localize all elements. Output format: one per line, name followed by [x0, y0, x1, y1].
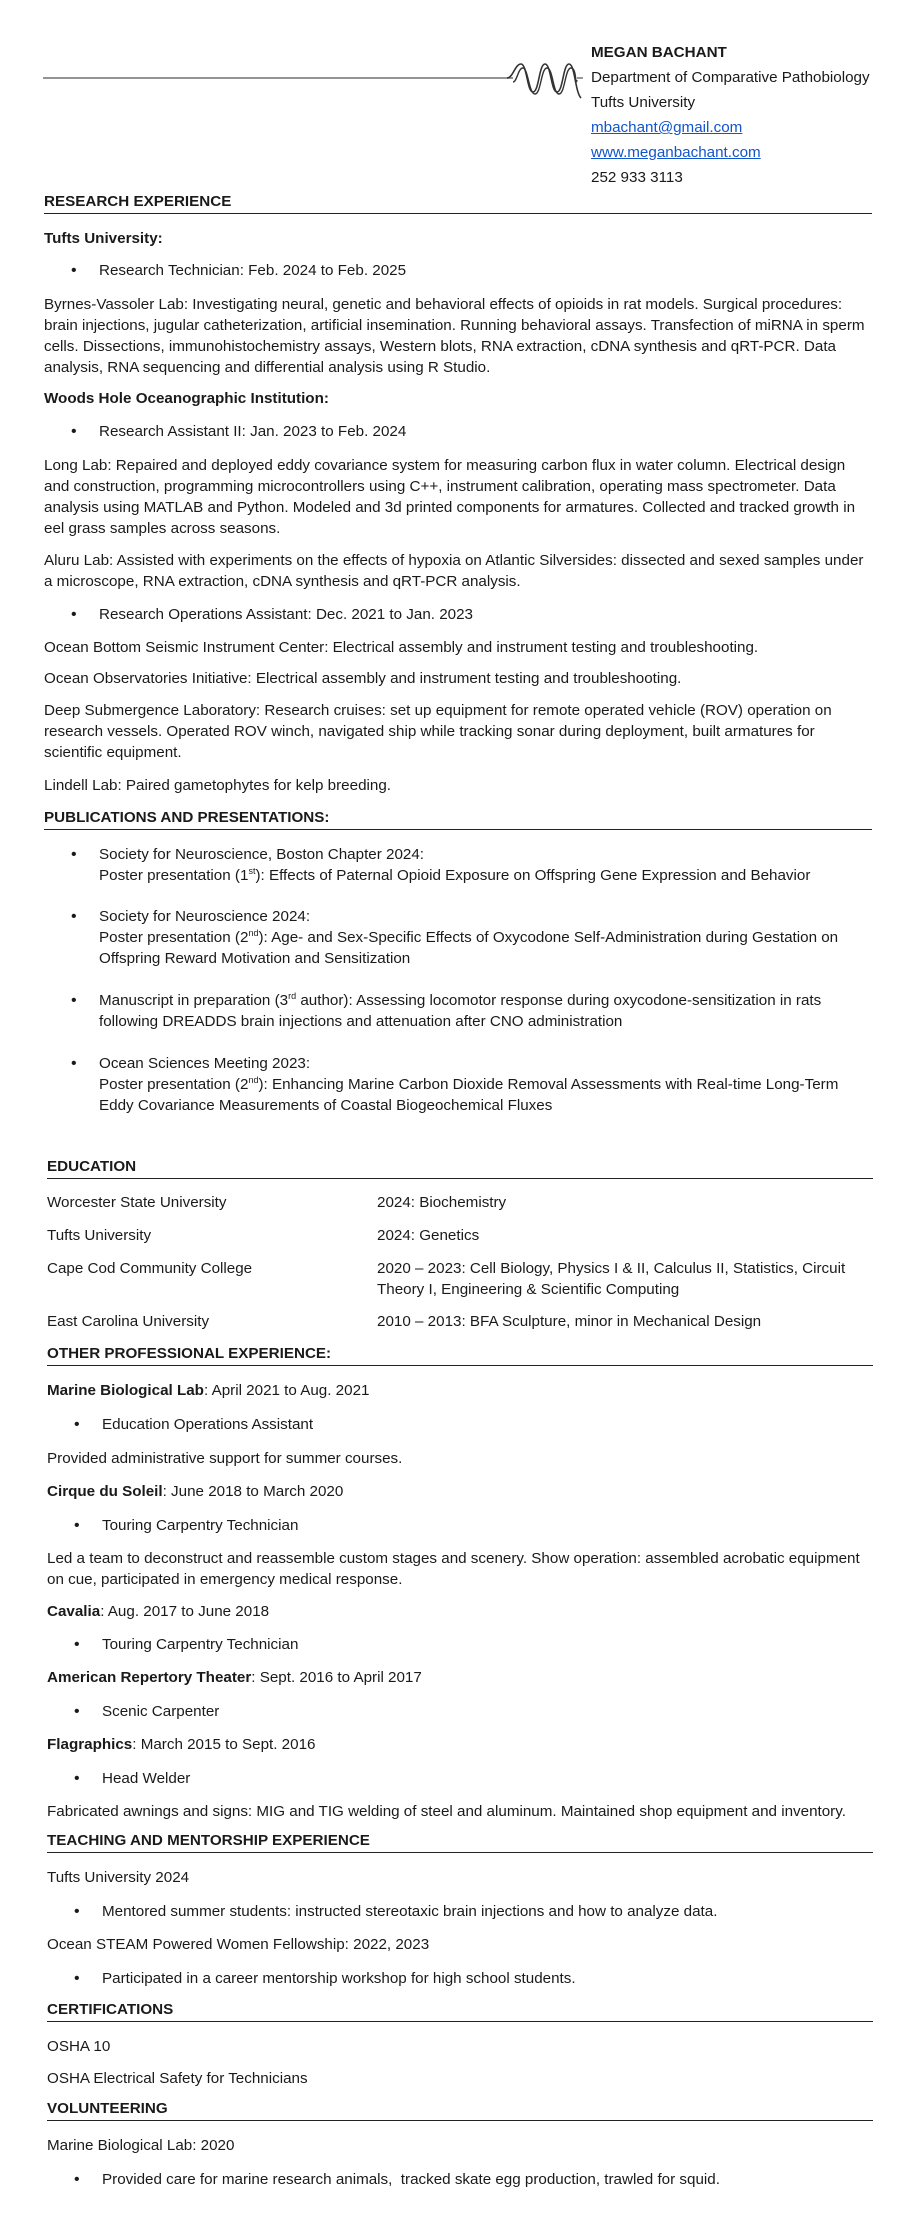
bullet-icon: • [71, 606, 77, 623]
department: Department of Comparative Pathobiology [591, 69, 870, 86]
whoi-title: Woods Hole Oceanographic Institution: [44, 390, 329, 407]
tufts-title: Tufts University: [44, 230, 163, 247]
cavalia-entry: Cavalia: Aug. 2017 to June 2018 [47, 1603, 270, 1620]
mbl-description: Provided administrative support for summer courses. [47, 1450, 403, 1467]
bullet-icon: • [71, 262, 77, 279]
education-school: Cape Cod Community College [47, 1260, 253, 1277]
cavalia-role: Touring Carpentry Technician [102, 1636, 299, 1653]
whoi-role-2: Research Operations Assistant: Dec. 2021 to Jan. 2023 [99, 606, 473, 623]
lindell-description: Lindell Lab: Paired gametophytes for kelp breeding. [44, 777, 392, 794]
publication-title: Poster presentation (1st): Effects of Paternal Opioid Exposure on Offspring Gene Expression and Behavior [99, 865, 811, 884]
publication-title: Poster presentation (2nd): Age- and Sex-Specific Effects of Oxycodone Self-Administration during Gestation on Offspring Reward Motivation and Sensitization [99, 927, 839, 967]
volunteering-item: Provided care for marine research animals, tracked skate egg production, trawled for squid. [102, 2171, 720, 2188]
whoi-role-1: Research Assistant II: Jan. 2023 to Feb. 2024 [99, 423, 407, 440]
education-detail: 2010 – 2013: BFA Sculpture, minor in Mechanical Design [377, 1313, 762, 1330]
education-detail: 2024: Biochemistry [377, 1194, 507, 1211]
education-school: Worcester State University [47, 1194, 227, 1211]
education-detail: 2020 – 2023: Cell Biology, Physics I & II, Calculus II, Statistics, Circuit Theory I, Engineering & Scientific Computing [377, 1260, 846, 1298]
bullet-icon: • [74, 1517, 80, 1534]
bullet-icon: • [71, 992, 77, 1009]
teaching-heading: TEACHING AND MENTORSHIP EXPERIENCE [47, 1831, 873, 1853]
ooi-description: Ocean Observatories Initiative: Electrical assembly and instrument testing and troubleshooting. [44, 670, 682, 687]
cirque-entry: Cirque du Soleil: June 2018 to March 2020 [47, 1483, 344, 1500]
university: Tufts University [591, 94, 696, 111]
website-link[interactable]: www.meganbachant.com [591, 144, 761, 161]
mbl-entry: Marine Biological Lab: April 2021 to Aug. 2021 [47, 1382, 370, 1399]
publication-title: Poster presentation (2nd): Enhancing Marine Carbon Dioxide Removal Assessments with Real-time Long-Term Eddy Covariance Measurements of Coastal Biogeochemical Fluxes [99, 1074, 839, 1114]
education-heading: EDUCATION [47, 1157, 873, 1179]
tufts-description: Byrnes-Vassoler Lab: Investigating neural, genetic and behavioral effects of opioids in rat models. Surgical procedures: brain injections, jugular catheterization, artificial insemination. Running behavioral assays. Transfection of miRNA in sperm cells. Dissections, immunohistochemistry assays, Western blots, RNA extraction, cDNA synthesis and qRT-PCR. Data analysis, RNA sequencing and differential analysis using R Studio. [44, 296, 865, 376]
phone: 252 933 3113 [591, 169, 683, 186]
volunteering-heading: VOLUNTEERING [47, 2099, 873, 2121]
teaching-tufts: Tufts University 2024 [47, 1869, 190, 1886]
bullet-icon: • [74, 2171, 80, 2188]
mbl-role: Education Operations Assistant [102, 1416, 314, 1433]
education-detail: 2024: Genetics [377, 1227, 480, 1244]
publication-title: Manuscript in preparation (3rd author): Assessing locomotor response during oxycodone-sensitization in rats following DREADDS brain injections and attenuation after CNO administration [99, 990, 822, 1030]
flagraphics-role: Head Welder [102, 1770, 191, 1787]
bullet-icon: • [74, 1903, 80, 1920]
education-school: Tufts University [47, 1227, 152, 1244]
publication-venue: Society for Neuroscience, Boston Chapter 2024: [99, 846, 425, 863]
bullet-icon: • [74, 1636, 80, 1653]
volunteering-org: Marine Biological Lab: 2020 [47, 2137, 235, 2154]
other-experience-heading: OTHER PROFESSIONAL EXPERIENCE: [47, 1344, 873, 1366]
certification-item: OSHA Electrical Safety for Technicians [47, 2070, 308, 2087]
bullet-icon: • [74, 1703, 80, 1720]
bullet-icon: • [71, 908, 77, 925]
teaching-steam: Ocean STEAM Powered Women Fellowship: 2022, 2023 [47, 1936, 430, 1953]
cirque-role: Touring Carpentry Technician [102, 1517, 299, 1534]
publications-heading: PUBLICATIONS AND PRESENTATIONS: [44, 808, 872, 830]
cirque-description: Led a team to deconstruct and reassemble custom stages and scenery. Show operation: assembled acrobatic equipment on cue, participated in emergency medical response. [47, 1550, 860, 1588]
bullet-icon: • [74, 1416, 80, 1433]
art-role: Scenic Carpenter [102, 1703, 220, 1720]
dna-wave-icon [505, 58, 585, 100]
publication-venue: Ocean Sciences Meeting 2023: [99, 1055, 311, 1072]
research-heading: RESEARCH EXPERIENCE [44, 192, 872, 214]
art-entry: American Repertory Theater: Sept. 2016 to April 2017 [47, 1669, 422, 1686]
long-lab-description: Long Lab: Repaired and deployed eddy covariance system for measuring carbon flux in water column. Electrical design and construction, programming microcontrollers using C++, instrument calibration, operating mass spectrometer. Data analysis using MATLAB and Python. Modeled and 3d printed components for armatures. Collected and tracked growth in eel grass samples across seasons. [44, 457, 856, 537]
bullet-icon: • [74, 1970, 80, 1987]
flagraphics-entry: Flagraphics: March 2015 to Sept. 2016 [47, 1736, 316, 1753]
obsic-description: Ocean Bottom Seismic Instrument Center: Electrical assembly and instrument testing and troubleshooting. [44, 639, 759, 656]
dsl-description: Deep Submergence Laboratory: Research cruises: set up equipment for remote operated vehicle (ROV) operation on research vessels. Operated ROV winch, navigated ship while tracking sonar during deployment, built armatures for scientific equipment. [44, 702, 832, 761]
bullet-icon: • [74, 1770, 80, 1787]
aluru-lab-description: Aluru Lab: Assisted with experiments on the effects of hypoxia on Atlantic Silversides: dissected and sexed samples under a microscope, RNA extraction, cDNA synthesis and qRT-PCR analysis. [44, 552, 864, 590]
teaching-tufts-item: Mentored summer students: instructed stereotaxic brain injections and how to analyze data. [102, 1903, 718, 1920]
teaching-steam-item: Participated in a career mentorship workshop for high school students. [102, 1970, 576, 1987]
certification-item: OSHA 10 [47, 2038, 111, 2055]
header-rule [43, 56, 583, 102]
bullet-icon: • [71, 1055, 77, 1072]
publication-venue: Society for Neuroscience 2024: [99, 908, 311, 925]
flagraphics-description: Fabricated awnings and signs: MIG and TIG welding of steel and aluminum. Maintained shop equipment and inventory. [47, 1803, 846, 1820]
tufts-role: Research Technician: Feb. 2024 to Feb. 2025 [99, 262, 407, 279]
education-school: East Carolina University [47, 1313, 210, 1330]
email-link[interactable]: mbachant@gmail.com [591, 119, 743, 136]
certifications-heading: CERTIFICATIONS [47, 2000, 873, 2022]
bullet-icon: • [71, 846, 77, 863]
applicant-name: MEGAN BACHANT [591, 44, 727, 61]
bullet-icon: • [71, 423, 77, 440]
